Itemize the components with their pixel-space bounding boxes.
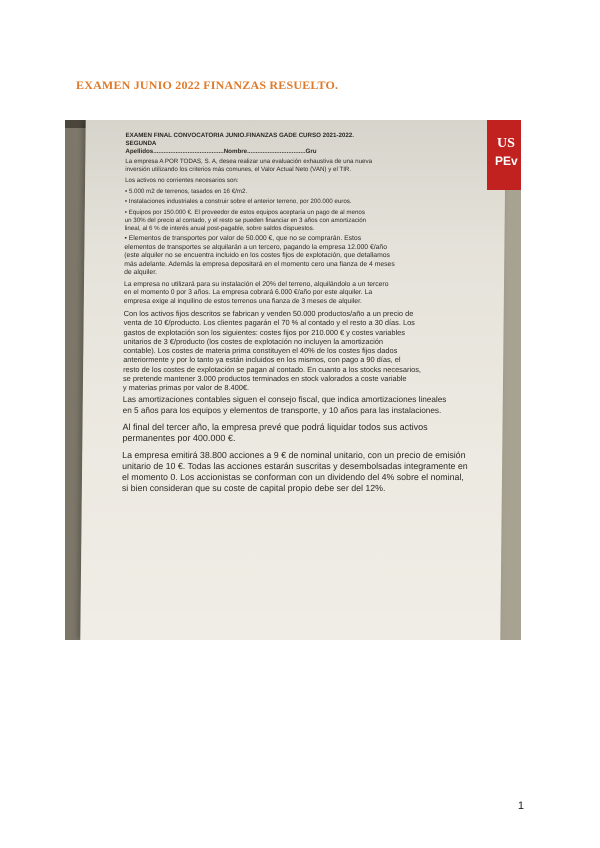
- text-line: (este alquiler no se encuentra incluido en los costes fijos de explotación, que detallamos: [124, 252, 390, 260]
- university-logo: [487, 120, 521, 190]
- bullet-installations: [125, 198, 495, 206]
- text-line: Apellidos.........................................Nombre..................................Gru: [125, 147, 317, 155]
- text-line: contable). Los costes de materia prima constituyen el 40% de los costes fijos dados: [123, 346, 398, 356]
- paragraph-assets-heading: [125, 177, 495, 185]
- text-line: empresa exige al inquilino de estos terrenos una fianza de 3 meses de alquiler.: [123, 297, 362, 305]
- text-line: unitario de 10 €. Todas las acciones estarán suscritas y desembolsadas integramente en: [122, 461, 468, 472]
- bullet-transport: [124, 235, 494, 277]
- text-line: en 5 años para los equipos y elementos de transporte, y 10 años para las instalaciones.: [122, 405, 442, 415]
- text-line: más adelante. Además la empresa depositará en el momento cero una fianza de 4 meses: [124, 260, 395, 268]
- text-line: La empresa no utilizará para su instalación el 20% del terreno, alquilándolo a un tercero: [123, 280, 389, 288]
- text-line: un 30% del precio al contado, y el resto se pueden financiar en 3 años con amortización: [124, 216, 367, 224]
- text-line: La empresa emitirá 38.800 acciones a 9 € de nominal unitario, con un precio de emisión: [122, 450, 466, 461]
- text-line: • Elementos de transportes por valor de 50.000 €, que no se comprarán. Estos: [124, 235, 362, 243]
- logo-text-pev: PEv: [495, 154, 518, 168]
- text-line: EXAMEN FINAL CONVOCATORIA JUNIO.FINANZAS GADE CURSO 2021-2022.: [125, 132, 355, 139]
- exam-photo: [65, 120, 521, 640]
- paragraph-land-rental: [124, 281, 494, 306]
- text-line: Con los activos fijos descritos se fabrican y venden 50.000 productos/año a un precio de: [123, 309, 414, 319]
- bullet-equipment: [125, 209, 495, 232]
- paper-sheet: [80, 120, 505, 640]
- paragraph-amortization: [123, 395, 493, 416]
- text-line: • Equipos por 150.000 €. El proveedor de estos equipos aceptaría un pago de al menos: [124, 209, 366, 216]
- text-line: lineal, al 6 % de interés anual post-pagable, sobre saldos dispuestos.: [124, 224, 315, 232]
- text-line: Al final del tercer año, la empresa prevé que podrá liquidar todos sus activos: [122, 421, 428, 432]
- text-line: Las amortizaciones contables siguen el consejo fiscal, que indica amortizaciones lineales: [122, 395, 447, 405]
- exam-text: [122, 132, 496, 497]
- text-line: inversión utilizando los criterios más comunes, el Valor Actual Neto (VAN) y el TIR.: [125, 166, 352, 173]
- document-title: EXAMEN JUNIO 2022 FINANZAS RESUELTO.: [76, 78, 339, 92]
- paragraph-intro: [125, 158, 495, 174]
- text-line: y materias primas por valor de 8.400€.: [122, 383, 250, 393]
- paragraph-liquidation: [122, 422, 492, 445]
- text-line: anteriormente y por lo tanto ya están incluidos en los mismos, con pago a 90 días, el: [123, 355, 401, 365]
- exam-header: [125, 132, 495, 155]
- text-line: Los activos no corrientes necesarios son:: [125, 176, 239, 184]
- text-line: • 5.000 m2 de terrenos, tasados en 16 €/m2.: [124, 187, 248, 195]
- logo-text-us: US: [497, 136, 515, 151]
- paragraph-shares: [122, 450, 492, 494]
- bullet-land: [125, 188, 495, 196]
- text-line: permanentes por 400.000 €.: [122, 433, 236, 444]
- text-line: resto de los costes de explotación se pagan al contado. En cuanto a los stocks necesarios,: [123, 364, 422, 374]
- text-line: de alquiler.: [124, 269, 158, 277]
- text-line: venta de 10 €/producto. Los clientes pagarán el 70 % al contado y el resto a 30 días. Los: [123, 318, 415, 328]
- text-line: se pretende mantener 3.000 productos terminados en stock valorados a coste variable: [122, 373, 407, 383]
- paragraph-operations: [123, 309, 494, 392]
- text-line: SEGUNDA: [125, 139, 157, 147]
- text-line: si bien consideran que su coste de capital propio debe ser del 12%.: [121, 483, 386, 494]
- page-number: 1: [517, 800, 524, 812]
- text-line: gastos de explotación son los siguientes: costes fijos por 210.000 € y costes variables: [123, 327, 405, 337]
- text-line: en el momento 0 por 3 años. La empresa cobrará 6.000 €/año por este alquiler. La: [123, 289, 373, 297]
- text-line: unitarios de 3 €/producto (los costes de explotación no incluyen la amortización: [123, 336, 384, 346]
- text-line: • Instalaciones industriales a construir sobre el anterior terreno, por 200.000 euros.: [124, 198, 352, 206]
- text-line: el momento 0. Los accionistas se conforman con un dividendo del 4% sobre el nominal,: [121, 472, 464, 483]
- text-line: La empresa A POR TODAS, S. A, desea realizar una evaluación exhaustiva de una nueva: [125, 158, 373, 166]
- text-line: elementos de transportes se alquilarán a un tercero, pagando la empresa 12.000 €/año: [124, 243, 388, 251]
